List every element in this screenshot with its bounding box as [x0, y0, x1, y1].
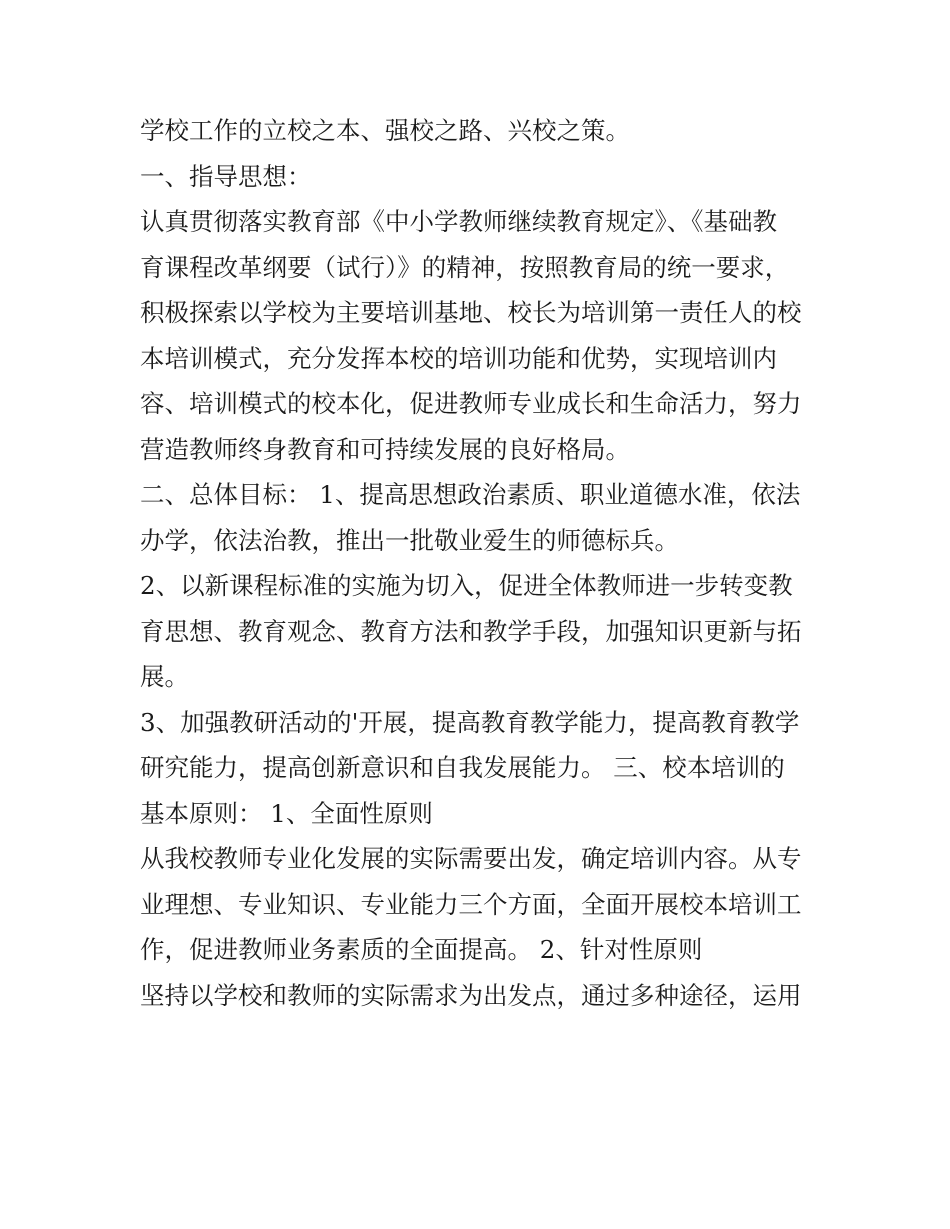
text-line: 坚持以学校和教师的实际需求为出发点，通过多种途径，运用 — [140, 980, 802, 1010]
text-line: 本培训模式，充分发挥本校的培训功能和优势，实现培训内 — [140, 343, 777, 373]
text-line: 3、加强教研活动的'开展，提高教育教学能力，提高教育教学 — [140, 707, 800, 737]
text-line: 营造教师终身教育和可持续发展的良好格局。 — [140, 434, 630, 464]
text-line: 学校工作的立校之本、强校之路、兴校之策。 — [140, 116, 630, 145]
section-heading-overall-goals: 二、总体目标： 1、提高思想政治素质、职业道德水准，依法 — [140, 480, 801, 509]
section-heading-guiding-ideology: 一、指导思想： — [140, 161, 312, 191]
text-line: 从我校教师专业化发展的实际需要出发，确定培训内容。从专 — [140, 844, 802, 873]
text-line: 展。 — [140, 662, 189, 691]
text-line: 认真贯彻落实教育部《中小学教师继续教育规定》、《基础教 — [140, 207, 777, 236]
text-line: 育思想、教育观念、教育方法和教学手段，加强知识更新与拓 — [140, 616, 802, 646]
document-body — [140, 108, 820, 1018]
text-line: 育课程改革纲要（试行）》的精神，按照教育局的统一要求， — [140, 252, 790, 282]
section-heading-basic-principles: 基本原则： 1、全面性原则 — [140, 798, 433, 828]
text-line: 容、培训模式的校本化，促进教师专业成长和生命活力，努力 — [140, 389, 802, 418]
text-line: 办学，依法治教，推出一批敬业爱生的师德标兵。 — [140, 525, 679, 555]
text-line: 2、以新课程标准的实施为切入，促进全体教师进一步转变教 — [140, 571, 793, 600]
text-line: 作，促进教师业务素质的全面提高。 2、针对性原则 — [140, 935, 703, 964]
text-line: 研究能力，提高创新意识和自我发展能力。 三、校本培训的 — [140, 753, 785, 782]
text-line: 积极探索以学校为主要培训基地、校长为培训第一责任人的校 — [140, 298, 802, 327]
text-line: 业理想、专业知识、专业能力三个方面，全面开展校本培训工 — [140, 889, 802, 919]
